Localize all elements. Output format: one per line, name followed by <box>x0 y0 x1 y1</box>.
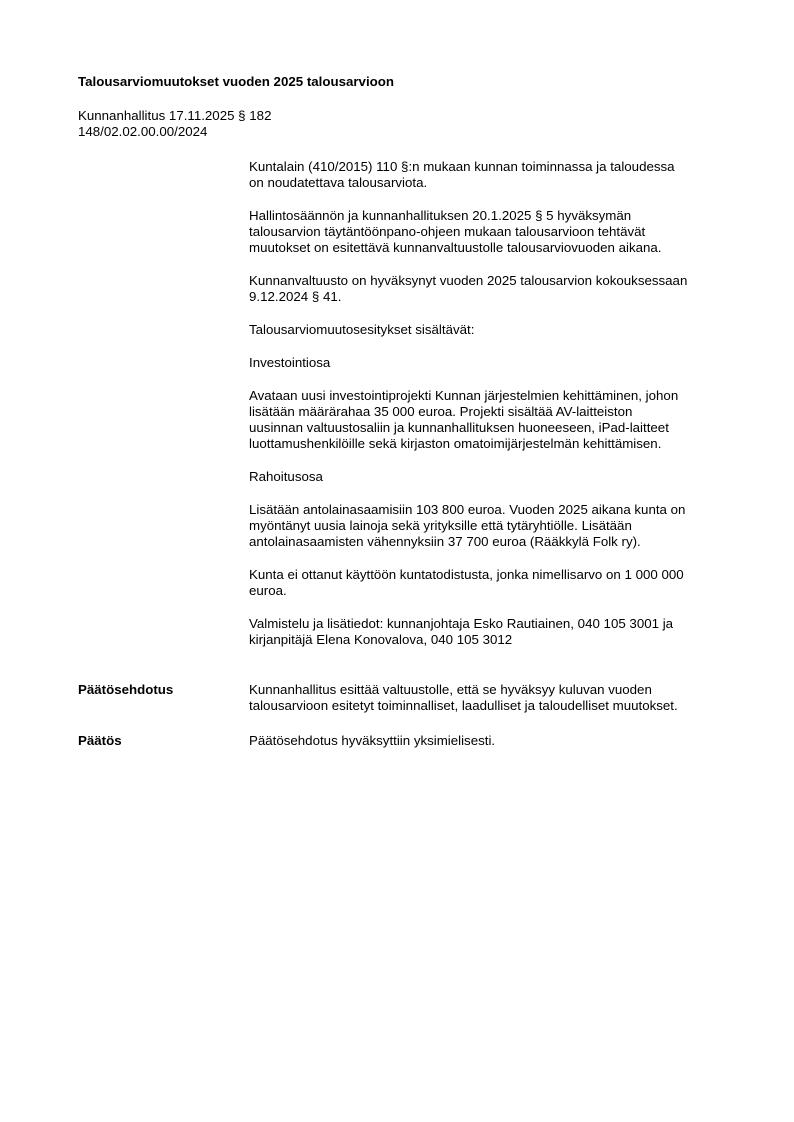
meeting-reference <box>78 108 271 140</box>
text-line: Päätösehdotus hyväksyttiin yksimielisesti. <box>249 733 496 748</box>
record-id: 148/02.02.00.00/2024 <box>78 124 208 139</box>
text-line: on noudatettava talousarviota. <box>249 175 428 190</box>
text-line: Kunta ei ottanut käyttöön kuntatodistusta, jonka nimellisarvo on 1 000 000 <box>249 567 684 582</box>
text-line: Valmistelu ja lisätiedot: kunnanjohtaja Esko Rautiainen, 040 105 3001 ja <box>249 616 674 631</box>
decision-text <box>249 733 749 749</box>
paragraph-guidelines <box>249 208 739 256</box>
section-heading-financing <box>249 469 739 485</box>
text-line: kirjanpitäjä Elena Konovalova, 040 105 3012 <box>249 632 513 647</box>
text-line: antolainasaamisten vähennyksiin 37 700 euroa (Rääkkylä Folk ry). <box>249 534 641 549</box>
decision-label: Päätös <box>78 733 122 748</box>
paragraph-preparation-contacts <box>249 616 739 648</box>
text-line: lisätään määrärahaa 35 000 euroa. Projekti sisältää AV-laitteiston <box>249 404 633 419</box>
text-line: Lisätään antolainasaamisiin 103 800 euroa. Vuoden 2025 aikana kunta on <box>249 502 686 517</box>
text-line: myöntänyt uusia lainoja sekä yrityksille että tytäryhtiölle. Lisätään <box>249 518 632 533</box>
text-line: Kunnanvaltuusto on hyväksynyt vuoden 2025 talousarvion kokouksessaan <box>249 273 688 288</box>
text-line: luottamushenkilöille sekä kirjaston omatoimijärjestelmän kehittämisen. <box>249 436 662 451</box>
text-line: talousarvioon esitetyt toiminnalliset, laadulliset ja taloudelliset muutokset. <box>249 698 678 713</box>
decision-proposal-label: Päätösehdotus <box>78 682 174 697</box>
paragraph-budget-approval <box>249 273 739 305</box>
paragraph-legal-basis <box>249 159 739 191</box>
text-line: Hallintosäännön ja kunnanhallituksen 20.1.2025 § 5 hyväksymän <box>249 208 632 223</box>
paragraph-contents-intro <box>249 322 739 338</box>
decision-proposal-text <box>249 682 749 714</box>
text-line: muutokset on esitettävä kunnanvaltuustolle talousarviovuoden aikana. <box>249 240 662 255</box>
section-heading-investment <box>249 355 739 371</box>
paragraph-investment <box>249 388 739 452</box>
text-line: uusinnan valtuustosaliin ja kunnanhallituksen huoneeseen, iPad-laitteet <box>249 420 669 435</box>
case-body <box>249 159 739 665</box>
paragraph-municipal-certificate <box>249 567 739 599</box>
text-line: Kuntalain (410/2015) 110 §:n mukaan kunnan toiminnassa ja taloudessa <box>249 159 675 174</box>
text-line: 9.12.2024 § 41. <box>249 289 342 304</box>
text-line: euroa. <box>249 583 287 598</box>
meeting-line: Kunnanhallitus 17.11.2025 § 182 <box>78 108 272 123</box>
text-line: Avataan uusi investointiprojekti Kunnan järjestelmien kehittäminen, johon <box>249 388 679 403</box>
text-line: Kunnanhallitus esittää valtuustolle, että se hyväksyy kuluvan vuoden <box>249 682 652 697</box>
text-line: Investointiosa <box>249 355 331 370</box>
text-line: Rahoitusosa <box>249 469 323 484</box>
text-line: talousarvion täytäntöönpano-ohjeen mukaan talousarvioon tehtävät <box>249 224 646 239</box>
document-title: Talousarviomuutokset vuoden 2025 talousarvioon <box>78 74 395 89</box>
paragraph-loans <box>249 502 739 550</box>
text-line: Talousarviomuutosesitykset sisältävät: <box>249 322 475 337</box>
